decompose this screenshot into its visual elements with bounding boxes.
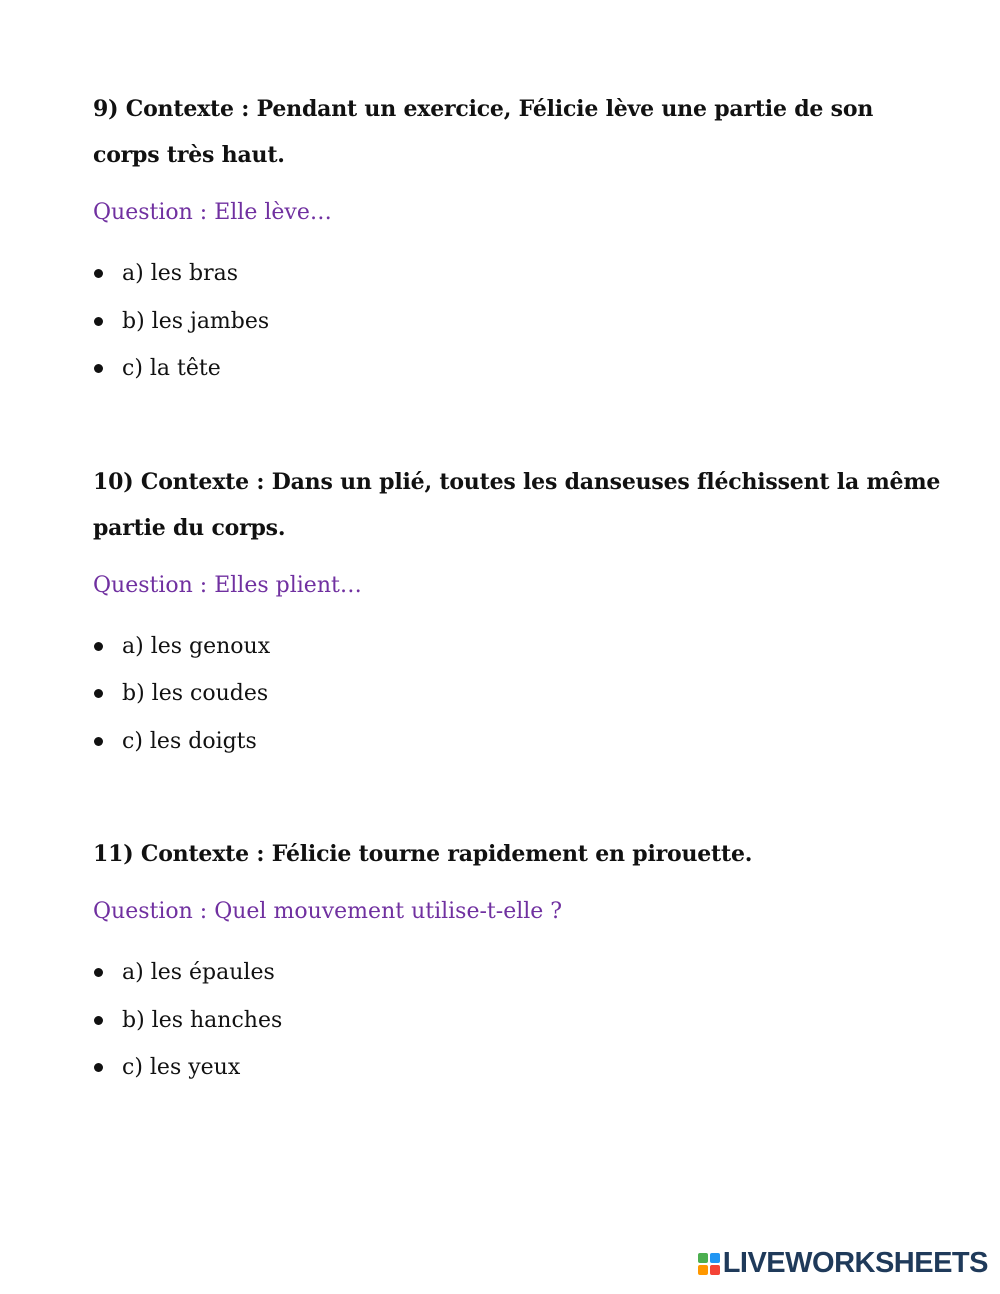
bullet-icon: [94, 1063, 103, 1072]
option-label: b) les jambes: [122, 308, 270, 334]
bullet-icon: [94, 642, 103, 651]
option-label: c) la tête: [122, 356, 221, 381]
option-item[interactable]: [93, 670, 943, 718]
question-block-9: [93, 86, 943, 393]
liveworksheets-logo-icon: [698, 1253, 720, 1275]
question-block-10: [93, 459, 943, 766]
options-list: [93, 250, 943, 393]
logo-square: [710, 1265, 720, 1275]
option-label: c) les doigts: [122, 728, 257, 754]
bullet-icon: [94, 364, 103, 373]
option-item[interactable]: [93, 298, 943, 346]
question-text: Question : Elle lève…: [93, 200, 332, 225]
context-text: 11) Contexte : Félicie tourne rapidement en pirouette.: [93, 841, 753, 867]
liveworksheets-logo[interactable]: [698, 1247, 988, 1280]
option-item[interactable]: [93, 623, 943, 671]
options-list: [93, 623, 943, 766]
question-text: Question : Quel mouvement utilise-t-elle ?: [93, 899, 563, 924]
logo-square: [698, 1253, 708, 1263]
logo-text: LIVEWORKSHEETS: [722, 1247, 988, 1279]
option-item[interactable]: [93, 250, 943, 298]
option-label: a) les genoux: [122, 633, 271, 659]
question-text: Question : Elles plient…: [93, 572, 362, 598]
option-item[interactable]: [93, 345, 943, 393]
bullet-icon: [94, 689, 103, 698]
option-label: b) les hanches: [122, 1007, 283, 1033]
option-item[interactable]: [93, 1044, 943, 1092]
options-list: [93, 949, 943, 1092]
bullet-icon: [94, 269, 103, 278]
option-item[interactable]: [93, 718, 943, 766]
option-label: a) les bras: [122, 261, 239, 286]
context-text: 9) Contexte : Pendant un exercice, Félicie lève une partie de son corps très haut.: [93, 96, 874, 168]
context-text: 10) Contexte : Dans un plié, toutes les danseuses fléchissent la même partie du corps.: [93, 468, 941, 541]
bullet-icon: [94, 737, 103, 746]
bullet-icon: [94, 968, 103, 977]
option-item[interactable]: [93, 997, 943, 1045]
bullet-icon: [94, 317, 103, 326]
worksheet-page: [93, 86, 943, 1092]
option-item[interactable]: [93, 949, 943, 997]
option-label: c) les yeux: [122, 1055, 241, 1080]
logo-square: [710, 1253, 720, 1263]
option-label: a) les épaules: [122, 960, 275, 985]
option-label: b) les coudes: [122, 681, 269, 706]
logo-square: [698, 1265, 708, 1275]
question-block-11: [93, 831, 943, 1092]
bullet-icon: [94, 1016, 103, 1025]
